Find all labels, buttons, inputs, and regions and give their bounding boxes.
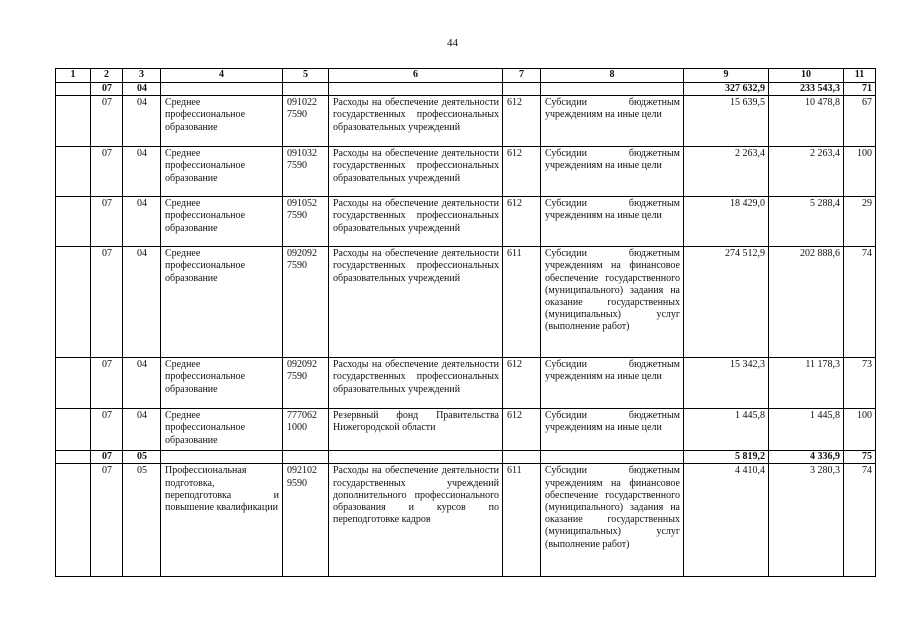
expense-type-code-cell: 612 bbox=[503, 147, 541, 197]
section-code-cell: 07 bbox=[91, 464, 123, 577]
target-item-code-cell bbox=[283, 451, 329, 464]
column-1-cell bbox=[56, 96, 91, 147]
section-code-cell: 07 bbox=[91, 451, 123, 464]
expense-type-code-cell: 611 bbox=[503, 247, 541, 358]
expense-type-name-cell bbox=[541, 83, 684, 96]
section-code-cell: 07 bbox=[91, 96, 123, 147]
percent-cell: 29 bbox=[844, 197, 876, 247]
section-name-cell bbox=[161, 451, 283, 464]
section-code-cell: 07 bbox=[91, 83, 123, 96]
target-item-code-cell: 091022 7590 bbox=[283, 96, 329, 147]
header-col-11: 11 bbox=[844, 69, 876, 83]
percent-cell: 100 bbox=[844, 409, 876, 451]
target-item-name-cell: Расходы на обеспечение деятельности государственных учреждений дополнительного профессионального образования и курсов по переподготовке кадров bbox=[329, 464, 503, 577]
header-row bbox=[56, 69, 876, 83]
target-item-code-cell: 092092 7590 bbox=[283, 358, 329, 409]
subsection-code-cell: 04 bbox=[123, 247, 161, 358]
amount-col10-cell: 11 178,3 bbox=[769, 358, 844, 409]
target-item-name-cell: Расходы на обеспечение деятельности государственных профессиональных образовательных учреждений bbox=[329, 147, 503, 197]
expense-type-name-cell: Субсидии бюджетным учреждениям на финансовое обеспечение государственного (муниципального) задания на оказание государственных (муниципальных) услуг (выполнение работ) bbox=[541, 247, 684, 358]
header-col-8: 8 bbox=[541, 69, 684, 83]
amount-col10-cell: 4 336,9 bbox=[769, 451, 844, 464]
amount-col9-cell: 2 263,4 bbox=[684, 147, 769, 197]
amount-col9-cell: 4 410,4 bbox=[684, 464, 769, 577]
header-col-10: 10 bbox=[769, 69, 844, 83]
percent-cell: 100 bbox=[844, 147, 876, 197]
amount-col9-cell: 274 512,9 bbox=[684, 247, 769, 358]
table-row bbox=[56, 247, 876, 358]
target-item-code-cell: 777062 1000 bbox=[283, 409, 329, 451]
section-name-cell: Среднее профессиональное образование bbox=[161, 147, 283, 197]
subsection-code-cell: 04 bbox=[123, 96, 161, 147]
header-col-4: 4 bbox=[161, 69, 283, 83]
target-item-code-cell: 092092 7590 bbox=[283, 247, 329, 358]
percent-cell: 71 bbox=[844, 83, 876, 96]
amount-col9-cell: 1 445,8 bbox=[684, 409, 769, 451]
subsection-code-cell: 04 bbox=[123, 197, 161, 247]
section-name-cell: Среднее профессиональное образование bbox=[161, 197, 283, 247]
column-1-cell bbox=[56, 464, 91, 577]
percent-cell: 74 bbox=[844, 464, 876, 577]
expense-type-name-cell: Субсидии бюджетным учреждениям на иные цели bbox=[541, 96, 684, 147]
expense-type-code-cell: 612 bbox=[503, 409, 541, 451]
column-1-cell bbox=[56, 247, 91, 358]
expense-type-name-cell: Субсидии бюджетным учреждениям на иные цели bbox=[541, 147, 684, 197]
header-col-1: 1 bbox=[56, 69, 91, 83]
amount-col9-cell: 15 639,5 bbox=[684, 96, 769, 147]
table-row bbox=[56, 197, 876, 247]
table-row bbox=[56, 147, 876, 197]
column-1-cell bbox=[56, 147, 91, 197]
subtotal-row bbox=[56, 83, 876, 96]
expense-type-name-cell: Субсидии бюджетным учреждениям на иные цели bbox=[541, 197, 684, 247]
section-code-cell: 07 bbox=[91, 247, 123, 358]
header-col-7: 7 bbox=[503, 69, 541, 83]
expense-type-name-cell bbox=[541, 451, 684, 464]
table-row bbox=[56, 96, 876, 147]
expense-type-code-cell: 612 bbox=[503, 358, 541, 409]
expense-type-code-cell bbox=[503, 451, 541, 464]
subtotal-row bbox=[56, 451, 876, 464]
amount-col9-cell: 327 632,9 bbox=[684, 83, 769, 96]
target-item-name-cell: Расходы на обеспечение деятельности государственных профессиональных образовательных учреждений bbox=[329, 197, 503, 247]
expense-type-name-cell: Субсидии бюджетным учреждениям на иные цели bbox=[541, 358, 684, 409]
target-item-name-cell: Резервный фонд Правительства Нижегородской области bbox=[329, 409, 503, 451]
header-col-5: 5 bbox=[283, 69, 329, 83]
subsection-code-cell: 04 bbox=[123, 409, 161, 451]
header-col-2: 2 bbox=[91, 69, 123, 83]
expense-type-code-cell bbox=[503, 83, 541, 96]
section-name-cell: Среднее профессиональное образование bbox=[161, 96, 283, 147]
section-name-cell: Профессиональная подготовка, переподготовка и повышение квалификации bbox=[161, 464, 283, 577]
table-body bbox=[56, 83, 876, 577]
target-item-name-cell: Расходы на обеспечение деятельности государственных профессиональных образовательных учреждений bbox=[329, 96, 503, 147]
amount-col10-cell: 1 445,8 bbox=[769, 409, 844, 451]
amount-col10-cell: 202 888,6 bbox=[769, 247, 844, 358]
budget-table bbox=[55, 68, 876, 577]
target-item-name-cell: Расходы на обеспечение деятельности государственных профессиональных образовательных учреждений bbox=[329, 358, 503, 409]
subsection-code-cell: 04 bbox=[123, 147, 161, 197]
subsection-code-cell: 04 bbox=[123, 83, 161, 96]
page-number: 44 bbox=[447, 37, 458, 49]
amount-col10-cell: 10 478,8 bbox=[769, 96, 844, 147]
amount-col10-cell: 233 543,3 bbox=[769, 83, 844, 96]
section-code-cell: 07 bbox=[91, 358, 123, 409]
section-code-cell: 07 bbox=[91, 409, 123, 451]
table-header bbox=[56, 69, 876, 83]
header-col-9: 9 bbox=[684, 69, 769, 83]
expense-type-code-cell: 611 bbox=[503, 464, 541, 577]
target-item-code-cell: 092102 9590 bbox=[283, 464, 329, 577]
section-name-cell bbox=[161, 83, 283, 96]
column-1-cell bbox=[56, 358, 91, 409]
amount-col9-cell: 18 429,0 bbox=[684, 197, 769, 247]
percent-cell: 73 bbox=[844, 358, 876, 409]
target-item-name-cell: Расходы на обеспечение деятельности государственных профессиональных образовательных учреждений bbox=[329, 247, 503, 358]
column-1-cell bbox=[56, 451, 91, 464]
amount-col9-cell: 5 819,2 bbox=[684, 451, 769, 464]
target-item-name-cell bbox=[329, 451, 503, 464]
percent-cell: 74 bbox=[844, 247, 876, 358]
subsection-code-cell: 05 bbox=[123, 464, 161, 577]
section-name-cell: Среднее профессиональное образование bbox=[161, 409, 283, 451]
header-col-3: 3 bbox=[123, 69, 161, 83]
column-1-cell bbox=[56, 409, 91, 451]
section-name-cell: Среднее профессиональное образование bbox=[161, 358, 283, 409]
amount-col10-cell: 2 263,4 bbox=[769, 147, 844, 197]
amount-col9-cell: 15 342,3 bbox=[684, 358, 769, 409]
target-item-code-cell bbox=[283, 83, 329, 96]
column-1-cell bbox=[56, 83, 91, 96]
amount-col10-cell: 5 288,4 bbox=[769, 197, 844, 247]
target-item-code-cell: 091032 7590 bbox=[283, 147, 329, 197]
table-row bbox=[56, 409, 876, 451]
table-row bbox=[56, 358, 876, 409]
target-item-code-cell: 091052 7590 bbox=[283, 197, 329, 247]
section-code-cell: 07 bbox=[91, 197, 123, 247]
header-col-6: 6 bbox=[329, 69, 503, 83]
expense-type-code-cell: 612 bbox=[503, 197, 541, 247]
subsection-code-cell: 04 bbox=[123, 358, 161, 409]
section-code-cell: 07 bbox=[91, 147, 123, 197]
expense-type-name-cell: Субсидии бюджетным учреждениям на иные цели bbox=[541, 409, 684, 451]
percent-cell: 67 bbox=[844, 96, 876, 147]
column-1-cell bbox=[56, 197, 91, 247]
target-item-name-cell bbox=[329, 83, 503, 96]
subsection-code-cell: 05 bbox=[123, 451, 161, 464]
amount-col10-cell: 3 280,3 bbox=[769, 464, 844, 577]
percent-cell: 75 bbox=[844, 451, 876, 464]
expense-type-code-cell: 612 bbox=[503, 96, 541, 147]
section-name-cell: Среднее профессиональное образование bbox=[161, 247, 283, 358]
expense-type-name-cell: Субсидии бюджетным учреждениям на финансовое обеспечение государственного (муниципального) задания на оказание государственных (муниципальных) услуг (выполнение работ) bbox=[541, 464, 684, 577]
table-row bbox=[56, 464, 876, 577]
